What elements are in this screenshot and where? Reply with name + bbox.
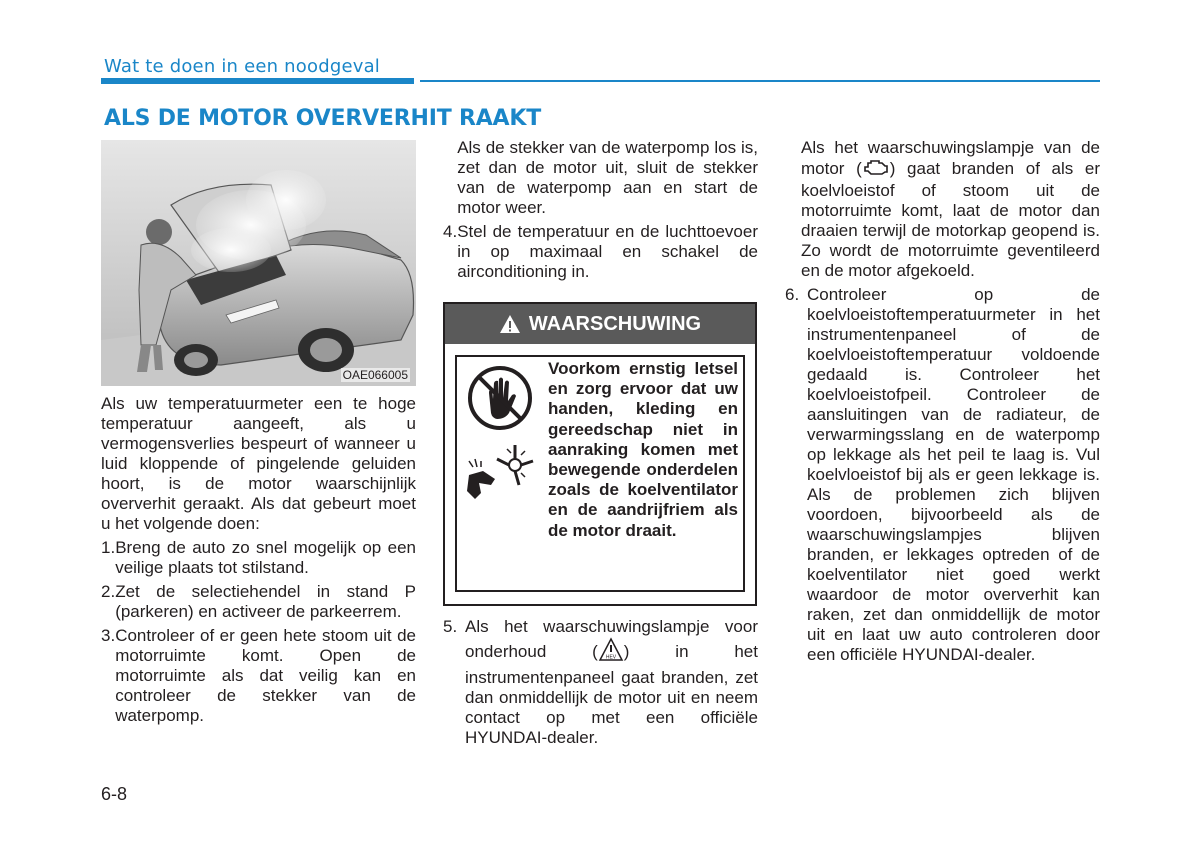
list-item-2 [101,582,416,622]
header-rule-thick [101,78,414,84]
list-text: Controleer of er geen hete stoom uit de motorruimte komt. Open de motorruimte als dat veilig kan en controleer de stekker van de waterpomp. [115,626,416,725]
car-overheating-figure [101,140,416,386]
warning-text [548,359,738,541]
fan-hand-hazard-icon [465,441,535,508]
list-text: Zet de selectiehendel in stand P (parkeren) en activeer de parkeerrem. [115,582,416,621]
page-number: 6-8 [101,784,128,804]
list-number: 2. [101,582,116,601]
list-number: 5. [443,617,458,636]
list-number: 6. [785,285,800,304]
page-title: ALS DE MOTOR OVERVERHIT RAAKT [104,106,542,131]
hev-service-warning-icon [598,637,624,668]
list-text: Controleer op de koelvloeistoftemperatuurmeter in het instrumentenpaneel of de koelvloeistoftemperatuur voldoende gedaald is. Controleer het koelvloeistofpeil. Controleer de aansluitingen van de radiateur, de verwarmingsslang en de waterpomp op lekkage als het peil te laag is. Vul koelvloeistof bij als er geen lekkage is. Als de problemen zich blijven voordoen, bijvoorbeeld als de waarschuwingslampjes blijven branden, er lekkages optreden of de koelventilator niet goed werkt waardoor de motor oververhit kan raken, zet dan onmiddellijk de motor uit en laat uw auto controleren door een officiële HYUNDAI-dealer. [807,285,1100,664]
warning-content [455,355,745,592]
column-2 [443,138,758,282]
list-number: 3. [101,626,116,645]
figure-code: OAE066005 [342,368,408,382]
column-3 [785,138,1100,665]
continued-text: Als het waarschuwingslampje van de motor ( ) gaat branden of als er koelvloeistof of stoom uit de motorruimte komt, laat de motor dan draaien terwijl de motorkap geopend is. Zo wordt de motorruimte geventileerd en de motor afgekoeld. [801,138,1101,280]
list-number: 4. [443,222,458,241]
continued-item-5 [785,138,1100,281]
list-item-3 [101,626,416,726]
list-text: Als het waarschuwingslampje voor onderhoud ( HEV ) in het instrumentenpaneel gaat branden, zet dan onmiddellijk de motor uit en neem contact op met een officiële HYUNDAI-dealer. [465,617,758,747]
list-number: 1. [101,538,116,557]
warning-paragraph: Voorkom ernstig letsel en zorg ervoor dat uw handen, kleding en gereedschap niet in aanraking komen met bewegende onderdelen zoals de koelventilator en de aandrijfriem als de motor draait. [548,359,738,540]
list-item-5 [443,617,758,748]
list-text: Stel de temperatuur en de luchttoevoer in op maximaal en schakel de airconditioning in. [457,222,758,281]
list-item-6 [785,285,1100,665]
car-overheating-illustration [101,140,416,386]
continued-item-3 [443,138,758,218]
intro-paragraph: Als uw temperatuurmeter een te hoge temperatuur aangeeft, als u vermogensverlies bespeurt of wanneer u luid kloppende of pingelende geluiden hoort, is de motor waarschijnlijk oververhit geraakt. Als dat gebeurt moet u het volgende doen: [101,394,416,533]
list-text: Breng de auto zo snel mogelijk op een veilige plaats tot stilstand. [115,538,416,577]
warning-header [445,304,755,344]
column-1 [101,394,416,726]
header-rule-thin [420,80,1100,82]
warning-triangle-icon [499,314,521,334]
engine-warning-icon [862,158,890,181]
continued-text: Als de stekker van de waterpomp los is, zet dan de motor uit, sluit de stekker van de waterpomp aan en start de motor weer. [457,138,758,217]
list-item-4 [443,222,758,282]
svg-text:HEV: HEV [605,654,616,661]
no-touch-hand-icon [467,365,533,436]
warning-heading: WAARSCHUWING [528,312,702,335]
list-item-1 [101,538,416,578]
section-header: Wat te doen in een noodgeval [104,56,381,77]
warning-box [443,302,757,606]
